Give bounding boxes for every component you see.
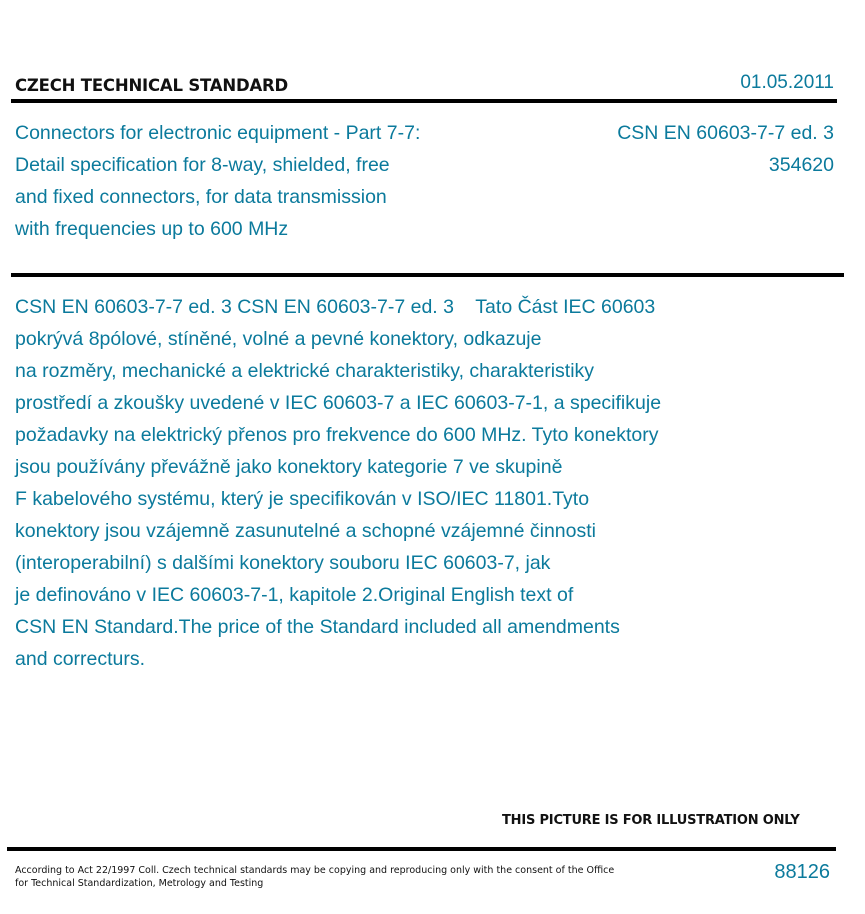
abstract-line: na rozměry, mechanické a elektrické charakteristiky, charakteristiky	[15, 360, 595, 382]
legal-notice-line: for Technical Standardization, Metrology and Testing	[15, 878, 264, 889]
catalog-code: 88126	[774, 861, 830, 883]
footer-divider	[7, 847, 836, 851]
title-line: Connectors for electronic equipment - Part 7-7:	[15, 122, 421, 144]
legal-notice-line: According to Act 22/1997 Coll. Czech technical standards may be copying and reproducing only with the consent of the Office	[15, 865, 615, 876]
abstract-line: jsou používány převážně jako konektory kategorie 7 ve skupině	[15, 456, 563, 478]
abstract-line: je definováno v IEC 60603-7-1, kapitole 2.Original English text of	[15, 584, 574, 606]
abstract-line: pokrývá 8pólové, stíněné, volné a pevné konektory, odkazuje	[15, 328, 542, 350]
abstract-line: (interoperabilní) s dalšími konektory souboru IEC 60603-7, jak	[15, 552, 551, 574]
abstract-line: prostředí a zkoušky uvedené v IEC 60603-7 a IEC 60603-7-1, a specifikuje	[15, 392, 662, 414]
document-type-label: CZECH TECHNICAL STANDARD	[15, 76, 289, 95]
abstract-text	[15, 291, 775, 675]
title-line: Detail specification for 8-way, shielded, free	[15, 154, 390, 176]
legal-notice	[15, 864, 615, 890]
standard-identifier	[617, 117, 834, 181]
title-divider	[11, 273, 844, 277]
illustration-disclaimer: THIS PICTURE IS FOR ILLUSTRATION ONLY	[502, 813, 800, 828]
publication-date: 01.05.2011	[740, 72, 834, 93]
abstract-line: CSN EN 60603-7-7 ed. 3 CSN EN 60603-7-7 ed. 3 Tato Část IEC 60603	[15, 296, 656, 318]
abstract-line: CSN EN Standard.The price of the Standard included all amendments	[15, 616, 620, 638]
title-line: with frequencies up to 600 MHz	[15, 218, 289, 240]
abstract-line: and correcturs.	[15, 648, 146, 670]
class-number: 354620	[768, 154, 834, 176]
abstract-line: požadavky na elektrický přenos pro frekvence do 600 MHz. Tyto konektory	[15, 424, 659, 446]
title-line: and fixed connectors, for data transmission	[15, 186, 387, 208]
abstract-line: F kabelového systému, který je specifikován v ISO/IEC 11801.Tyto	[15, 488, 590, 510]
abstract-line: konektory jsou vzájemně zasunutelné a schopné vzájemné činnosti	[15, 520, 597, 542]
header-divider	[11, 99, 837, 103]
standard-designation: CSN EN 60603-7-7 ed. 3	[617, 122, 834, 144]
standard-title	[15, 117, 485, 245]
